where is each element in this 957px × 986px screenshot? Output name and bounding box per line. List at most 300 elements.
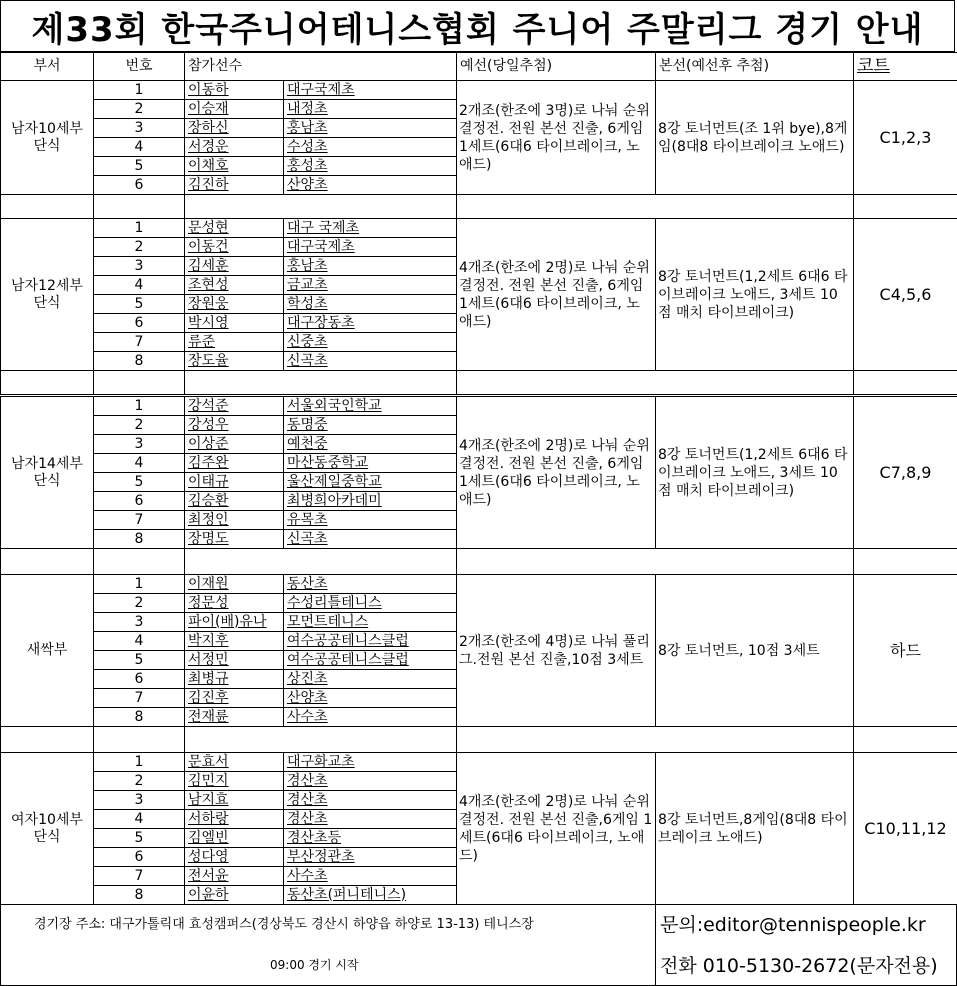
player-number bbox=[93, 80, 185, 100]
player-name-text: 이동하 bbox=[188, 81, 229, 98]
player-number bbox=[93, 669, 185, 689]
player-school bbox=[283, 828, 457, 848]
prelim-rule-text: 2개조(한조에 3명)로 나눠 순위결정전. 전원 본선 진출, 6게임 1세트(6대6 타이브레이크, 노애드) bbox=[459, 102, 650, 173]
main-rule bbox=[655, 80, 854, 195]
player-number bbox=[93, 137, 185, 157]
player-number bbox=[93, 256, 185, 276]
player-school bbox=[283, 752, 457, 772]
spacer-cell bbox=[456, 370, 854, 395]
player-name bbox=[184, 472, 284, 492]
player-school-text: 경산초등 bbox=[287, 829, 342, 846]
player-name bbox=[184, 218, 284, 238]
spacer-cell bbox=[853, 194, 957, 219]
division-name bbox=[0, 574, 94, 727]
player-name bbox=[184, 434, 284, 454]
player-name-text: 서경운 bbox=[188, 138, 229, 155]
player-school bbox=[283, 491, 457, 511]
player-number bbox=[93, 809, 185, 829]
player-name bbox=[184, 491, 284, 511]
player-number bbox=[93, 415, 185, 435]
player-number-text: 5 bbox=[134, 651, 144, 668]
player-name-text: 정문성 bbox=[188, 594, 229, 611]
spacer-cell bbox=[853, 370, 957, 395]
player-number-text: 2 bbox=[134, 594, 144, 611]
player-school bbox=[283, 275, 457, 295]
player-school bbox=[283, 237, 457, 257]
page-title: 제33회 한국주니어테니스협회 주니어 주말리그 경기 안내 bbox=[0, 0, 955, 52]
player-number-text: 7 bbox=[134, 511, 144, 528]
player-school-text: 사수초 bbox=[287, 867, 328, 884]
player-school bbox=[283, 631, 457, 651]
player-school-text: 부산정관초 bbox=[287, 848, 355, 865]
player-name-text: 이승재 bbox=[188, 100, 229, 117]
player-school bbox=[283, 809, 457, 829]
player-name-text: 최정인 bbox=[188, 511, 229, 528]
player-number-text: 1 bbox=[134, 397, 144, 414]
player-school bbox=[283, 294, 457, 314]
player-school-text: 수성리틀테니스 bbox=[287, 594, 382, 611]
player-school-text: 모먼트테니스 bbox=[287, 613, 369, 630]
header-number-text: 번호 bbox=[125, 58, 153, 74]
player-school bbox=[283, 707, 457, 727]
player-school-text: 상진초 bbox=[287, 670, 328, 687]
header-main-text: 본선(예선후 추첨) bbox=[659, 58, 770, 74]
player-school-text: 신곡초 bbox=[287, 352, 328, 369]
player-name bbox=[184, 669, 284, 689]
spacer-cell bbox=[93, 726, 185, 753]
player-school-text: 대구국제초 bbox=[287, 81, 355, 98]
player-name-text: 장하신 bbox=[188, 119, 229, 136]
division-name bbox=[0, 80, 94, 195]
player-name bbox=[184, 99, 284, 119]
player-school-text: 홍남초 bbox=[287, 257, 328, 274]
player-name bbox=[184, 294, 284, 314]
player-number-text: 6 bbox=[134, 848, 144, 865]
player-number-text: 3 bbox=[134, 435, 144, 452]
player-name-text: 김진하 bbox=[188, 176, 229, 193]
player-name bbox=[184, 752, 284, 772]
player-number bbox=[93, 218, 185, 238]
spacer-cell bbox=[853, 726, 957, 753]
player-school-text: 내정초 bbox=[287, 100, 328, 117]
player-number bbox=[93, 396, 185, 416]
player-school-text: 대구화교초 bbox=[287, 753, 355, 770]
player-name bbox=[184, 453, 284, 473]
player-name bbox=[184, 275, 284, 295]
prelim-rule-text: 4개조(한조에 2명)로 나눠 순위결정전. 전원 본선 진출, 6게임 1세트(6대6 타이브레이크, 노애드) bbox=[459, 259, 650, 330]
player-number-text: 3 bbox=[134, 791, 144, 808]
player-number bbox=[93, 156, 185, 176]
player-name bbox=[184, 593, 284, 613]
player-name bbox=[184, 707, 284, 727]
player-number-text: 5 bbox=[134, 829, 144, 846]
player-number-text: 1 bbox=[134, 753, 144, 770]
player-name bbox=[184, 415, 284, 435]
player-number bbox=[93, 593, 185, 613]
player-school bbox=[283, 218, 457, 238]
player-name bbox=[184, 809, 284, 829]
player-name bbox=[184, 529, 284, 549]
player-name bbox=[184, 256, 284, 276]
player-number-text: 2 bbox=[134, 238, 144, 255]
player-number bbox=[93, 650, 185, 670]
player-name-text: 이상준 bbox=[188, 435, 229, 452]
main-rule-text: 8강 토너먼트,8게임(8대8 타이브레이크 노애드) bbox=[658, 811, 848, 846]
player-school-text: 동산초(퍼니테니스) bbox=[287, 886, 407, 903]
prelim-rule bbox=[456, 396, 656, 549]
player-school-text: 울산제일중학교 bbox=[287, 473, 382, 490]
player-name bbox=[184, 237, 284, 257]
player-number-text: 4 bbox=[134, 632, 144, 649]
prelim-rule-text: 4개조(한조에 2명)로 나눠 순위결정전. 전원 본선 진출,6게임 1세트(6대6 타이브레이크, 노애드) bbox=[459, 793, 653, 864]
spacer-cell bbox=[0, 726, 94, 753]
player-school bbox=[283, 396, 457, 416]
player-number bbox=[93, 175, 185, 195]
player-name bbox=[184, 80, 284, 100]
player-name bbox=[184, 118, 284, 138]
player-number-text: 1 bbox=[134, 81, 144, 98]
player-name bbox=[184, 574, 284, 594]
player-name bbox=[184, 156, 284, 176]
contact-email: 문의:editor@tennispeople.kr bbox=[660, 914, 926, 936]
player-school bbox=[283, 453, 457, 473]
player-number bbox=[93, 688, 185, 708]
player-school-text: 경산초 bbox=[287, 810, 328, 827]
player-school bbox=[283, 351, 457, 371]
player-school bbox=[283, 472, 457, 492]
player-name-text: 김진후 bbox=[188, 689, 229, 706]
player-school bbox=[283, 99, 457, 119]
player-number-text: 4 bbox=[134, 810, 144, 827]
player-name-text: 이재원 bbox=[188, 575, 229, 592]
prelim-rule bbox=[456, 752, 656, 905]
player-school bbox=[283, 574, 457, 594]
division-name-text: 여자10세부 단식 bbox=[11, 811, 83, 845]
division-name-text: 남자14세부 단식 bbox=[11, 455, 83, 489]
player-name-text: 박시영 bbox=[188, 314, 229, 331]
player-school-text: 동명중 bbox=[287, 416, 328, 433]
division-name bbox=[0, 752, 94, 905]
player-name bbox=[184, 790, 284, 810]
player-school bbox=[283, 510, 457, 530]
player-name bbox=[184, 650, 284, 670]
player-number-text: 6 bbox=[134, 670, 144, 687]
player-name-text: 김엘빈 bbox=[188, 829, 229, 846]
player-school-text: 유목초 bbox=[287, 511, 328, 528]
header-prelim bbox=[456, 52, 656, 81]
header-players-text: 참가선수 bbox=[188, 58, 243, 74]
player-school-text: 경산초 bbox=[287, 791, 328, 808]
player-school-text: 사수초 bbox=[287, 708, 328, 725]
player-name bbox=[184, 885, 284, 905]
spacer-cell bbox=[93, 548, 185, 575]
player-number-text: 3 bbox=[134, 119, 144, 136]
player-school bbox=[283, 885, 457, 905]
player-number bbox=[93, 332, 185, 352]
player-number-text: 4 bbox=[134, 454, 144, 471]
player-name-text: 류준 bbox=[188, 333, 216, 350]
header-number bbox=[93, 52, 185, 81]
player-number bbox=[93, 752, 185, 772]
spacer-cell bbox=[456, 548, 854, 575]
main-rule-text: 8강 토너먼트(1,2세트 6대6 타이브레이크 노애드, 3세트 10점 매치 타이브레이크) bbox=[658, 268, 848, 321]
player-school-text: 신중초 bbox=[287, 333, 328, 350]
player-school-text: 여수공공테니스클럽 bbox=[287, 651, 409, 668]
spacer-cell bbox=[184, 194, 457, 219]
player-school-text: 홍남초 bbox=[287, 119, 328, 136]
player-number bbox=[93, 847, 185, 867]
prelim-rule bbox=[456, 218, 656, 371]
contact-phone: 전화 010-5130-2672(문자전용) bbox=[660, 955, 938, 977]
player-number-text: 5 bbox=[134, 295, 144, 312]
venue-address: 경기장 주소: 대구가톨릭대 효성캠퍼스(경상북도 경산시 하양읍 하양로 13-13) 테니스장 bbox=[34, 917, 534, 932]
player-number-text: 3 bbox=[134, 613, 144, 630]
player-school bbox=[283, 332, 457, 352]
main-rule bbox=[655, 396, 854, 549]
player-school bbox=[283, 847, 457, 867]
player-name-text: 이동건 bbox=[188, 238, 229, 255]
spacer-cell bbox=[0, 194, 94, 219]
player-number-text: 2 bbox=[134, 100, 144, 117]
player-name-text: 김주완 bbox=[188, 454, 229, 471]
player-name-text: 서정민 bbox=[188, 651, 229, 668]
court-assignment bbox=[853, 80, 957, 195]
player-school-text: 서울외국인학교 bbox=[287, 397, 382, 414]
court-assignment-text: C7,8,9 bbox=[879, 463, 932, 482]
player-school bbox=[283, 790, 457, 810]
player-school-text: 신곡초 bbox=[287, 530, 328, 547]
header-court bbox=[853, 52, 957, 81]
player-number bbox=[93, 118, 185, 138]
start-time: 09:00 경기 시작 bbox=[270, 958, 359, 972]
player-name-text: 파이(배)유나 bbox=[188, 613, 267, 630]
player-number bbox=[93, 434, 185, 454]
spacer-cell bbox=[184, 548, 457, 575]
player-name-text: 이태규 bbox=[188, 473, 229, 490]
player-name-text: 강성우 bbox=[188, 416, 229, 433]
main-rule bbox=[655, 574, 854, 727]
player-number bbox=[93, 885, 185, 905]
court-assignment bbox=[853, 396, 957, 549]
player-number bbox=[93, 574, 185, 594]
player-name bbox=[184, 175, 284, 195]
player-name-text: 박지후 bbox=[188, 632, 229, 649]
player-school-text: 금교초 bbox=[287, 276, 328, 293]
player-number-text: 2 bbox=[134, 772, 144, 789]
spacer-cell bbox=[93, 370, 185, 395]
player-number-text: 4 bbox=[134, 276, 144, 293]
prelim-rule bbox=[456, 574, 656, 727]
main-rule bbox=[655, 218, 854, 371]
player-number bbox=[93, 275, 185, 295]
player-school bbox=[283, 137, 457, 157]
player-name bbox=[184, 351, 284, 371]
player-school-text: 예천중 bbox=[287, 435, 328, 452]
player-number-text: 5 bbox=[134, 473, 144, 490]
player-number bbox=[93, 510, 185, 530]
player-number bbox=[93, 453, 185, 473]
spacer-cell bbox=[0, 548, 94, 575]
player-school bbox=[283, 529, 457, 549]
player-name bbox=[184, 510, 284, 530]
player-number-text: 3 bbox=[134, 257, 144, 274]
player-number-text: 1 bbox=[134, 575, 144, 592]
player-school bbox=[283, 669, 457, 689]
player-number bbox=[93, 790, 185, 810]
prelim-rule-text: 4개조(한조에 2명)로 나눠 순위결정전. 전원 본선 진출, 6게임 1세트(6대6 타이브레이크, 노애드) bbox=[459, 437, 650, 508]
player-name bbox=[184, 688, 284, 708]
player-name bbox=[184, 866, 284, 886]
court-assignment-text: C1,2,3 bbox=[879, 128, 932, 147]
player-school-text: 여수공공테니스클럽 bbox=[287, 632, 409, 649]
prelim-rule-text: 2개조(한조에 4명)로 나눠 풀리그.전원 본선 진출,10점 3세트 bbox=[459, 633, 650, 668]
player-school-text: 수성초 bbox=[287, 138, 328, 155]
player-number-text: 7 bbox=[134, 333, 144, 350]
player-number-text: 8 bbox=[134, 708, 144, 725]
player-name bbox=[184, 828, 284, 848]
player-name-text: 장원웅 bbox=[188, 295, 229, 312]
player-name-text: 김승환 bbox=[188, 492, 229, 509]
player-number bbox=[93, 491, 185, 511]
player-name bbox=[184, 137, 284, 157]
player-school bbox=[283, 156, 457, 176]
player-number bbox=[93, 472, 185, 492]
division-name bbox=[0, 218, 94, 371]
player-school-text: 마산동중학교 bbox=[287, 454, 369, 471]
player-name bbox=[184, 396, 284, 416]
player-school bbox=[283, 612, 457, 632]
player-name-text: 강석준 bbox=[188, 397, 229, 414]
player-school-text: 대구국제초 bbox=[287, 238, 355, 255]
spacer-cell bbox=[456, 726, 854, 753]
player-name-text: 문성현 bbox=[188, 219, 229, 236]
main-rule-text: 8강 토너먼트(조 1위 bye),8게임(8대8 타이브레이크 노애드) bbox=[658, 120, 848, 155]
player-school-text: 학성초 bbox=[287, 295, 328, 312]
player-number-text: 7 bbox=[134, 867, 144, 884]
player-school-text: 홍성초 bbox=[287, 157, 328, 174]
player-school bbox=[283, 256, 457, 276]
player-school bbox=[283, 434, 457, 454]
player-name bbox=[184, 313, 284, 333]
player-number bbox=[93, 866, 185, 886]
court-assignment bbox=[853, 218, 957, 371]
player-number bbox=[93, 612, 185, 632]
player-name bbox=[184, 771, 284, 791]
player-number bbox=[93, 771, 185, 791]
player-number bbox=[93, 828, 185, 848]
division-name-text: 남자10세부 단식 bbox=[11, 120, 83, 154]
player-number-text: 8 bbox=[134, 352, 144, 369]
player-name-text: 김세훈 bbox=[188, 257, 229, 274]
player-number bbox=[93, 529, 185, 549]
player-number-text: 8 bbox=[134, 530, 144, 547]
player-name bbox=[184, 332, 284, 352]
player-name-text: 성다영 bbox=[188, 848, 229, 865]
player-name bbox=[184, 631, 284, 651]
player-school bbox=[283, 688, 457, 708]
header-court-text: 코트 bbox=[857, 56, 890, 76]
player-number bbox=[93, 294, 185, 314]
player-school bbox=[283, 80, 457, 100]
court-assignment-text: C4,5,6 bbox=[879, 285, 932, 304]
spacer-cell bbox=[0, 370, 94, 395]
player-name bbox=[184, 612, 284, 632]
player-school bbox=[283, 313, 457, 333]
player-school-text: 대구 국제초 bbox=[287, 219, 360, 236]
player-name bbox=[184, 847, 284, 867]
main-rule-text: 8강 토너먼트(1,2세트 6대6 타이브레이크 노애드, 3세트 10점 매치 타이브레이크) bbox=[658, 446, 848, 499]
player-school bbox=[283, 650, 457, 670]
court-assignment-text: C10,11,12 bbox=[864, 819, 947, 838]
header-division-text: 부서 bbox=[33, 58, 61, 74]
player-name-text: 김민지 bbox=[188, 772, 229, 789]
player-name-text: 최병규 bbox=[188, 670, 229, 687]
player-name-text: 서하랑 bbox=[188, 810, 229, 827]
player-school bbox=[283, 118, 457, 138]
player-name-text: 조현성 bbox=[188, 276, 229, 293]
player-school bbox=[283, 415, 457, 435]
player-school bbox=[283, 866, 457, 886]
player-number-text: 6 bbox=[134, 176, 144, 193]
player-number-text: 6 bbox=[134, 314, 144, 331]
player-number bbox=[93, 313, 185, 333]
player-school bbox=[283, 771, 457, 791]
player-number bbox=[93, 631, 185, 651]
spacer-cell bbox=[184, 726, 457, 753]
player-name-text: 남지효 bbox=[188, 791, 229, 808]
player-name-text: 이윤하 bbox=[188, 886, 229, 903]
header-players bbox=[184, 52, 457, 81]
player-school-text: 경산초 bbox=[287, 772, 328, 789]
header-prelim-text: 예선(당일추첨) bbox=[460, 58, 553, 74]
player-school bbox=[283, 175, 457, 195]
player-school-text: 최병희아카데미 bbox=[287, 492, 382, 509]
spacer-cell bbox=[184, 370, 457, 395]
court-assignment bbox=[853, 752, 957, 905]
player-name-text: 전재륜 bbox=[188, 708, 229, 725]
header-division bbox=[0, 52, 94, 81]
court-assignment bbox=[853, 574, 957, 727]
player-number-text: 8 bbox=[134, 886, 144, 903]
player-name-text: 문효서 bbox=[188, 753, 229, 770]
division-name-text: 새싹부 bbox=[26, 642, 68, 658]
player-name-text: 이채호 bbox=[188, 157, 229, 174]
player-number-text: 5 bbox=[134, 157, 144, 174]
player-number-text: 6 bbox=[134, 492, 144, 509]
player-school-text: 대구장동초 bbox=[287, 314, 355, 331]
player-number-text: 4 bbox=[134, 138, 144, 155]
player-name-text: 장명도 bbox=[188, 530, 229, 547]
spacer-cell bbox=[456, 194, 854, 219]
main-rule-text: 8강 토너먼트, 10점 3세트 bbox=[658, 642, 820, 659]
main-rule bbox=[655, 752, 854, 905]
player-name-text: 장도율 bbox=[188, 352, 229, 369]
player-number bbox=[93, 99, 185, 119]
player-school bbox=[283, 593, 457, 613]
player-number bbox=[93, 351, 185, 371]
spacer-cell bbox=[93, 194, 185, 219]
player-school-text: 산양초 bbox=[287, 176, 328, 193]
player-number bbox=[93, 707, 185, 727]
header-main bbox=[655, 52, 854, 81]
prelim-rule bbox=[456, 80, 656, 195]
spacer-cell bbox=[853, 548, 957, 575]
player-school-text: 산양초 bbox=[287, 689, 328, 706]
player-name-text: 전서윤 bbox=[188, 867, 229, 884]
player-number-text: 1 bbox=[134, 219, 144, 236]
division-name-text: 남자12세부 단식 bbox=[11, 277, 83, 311]
division-name bbox=[0, 396, 94, 549]
